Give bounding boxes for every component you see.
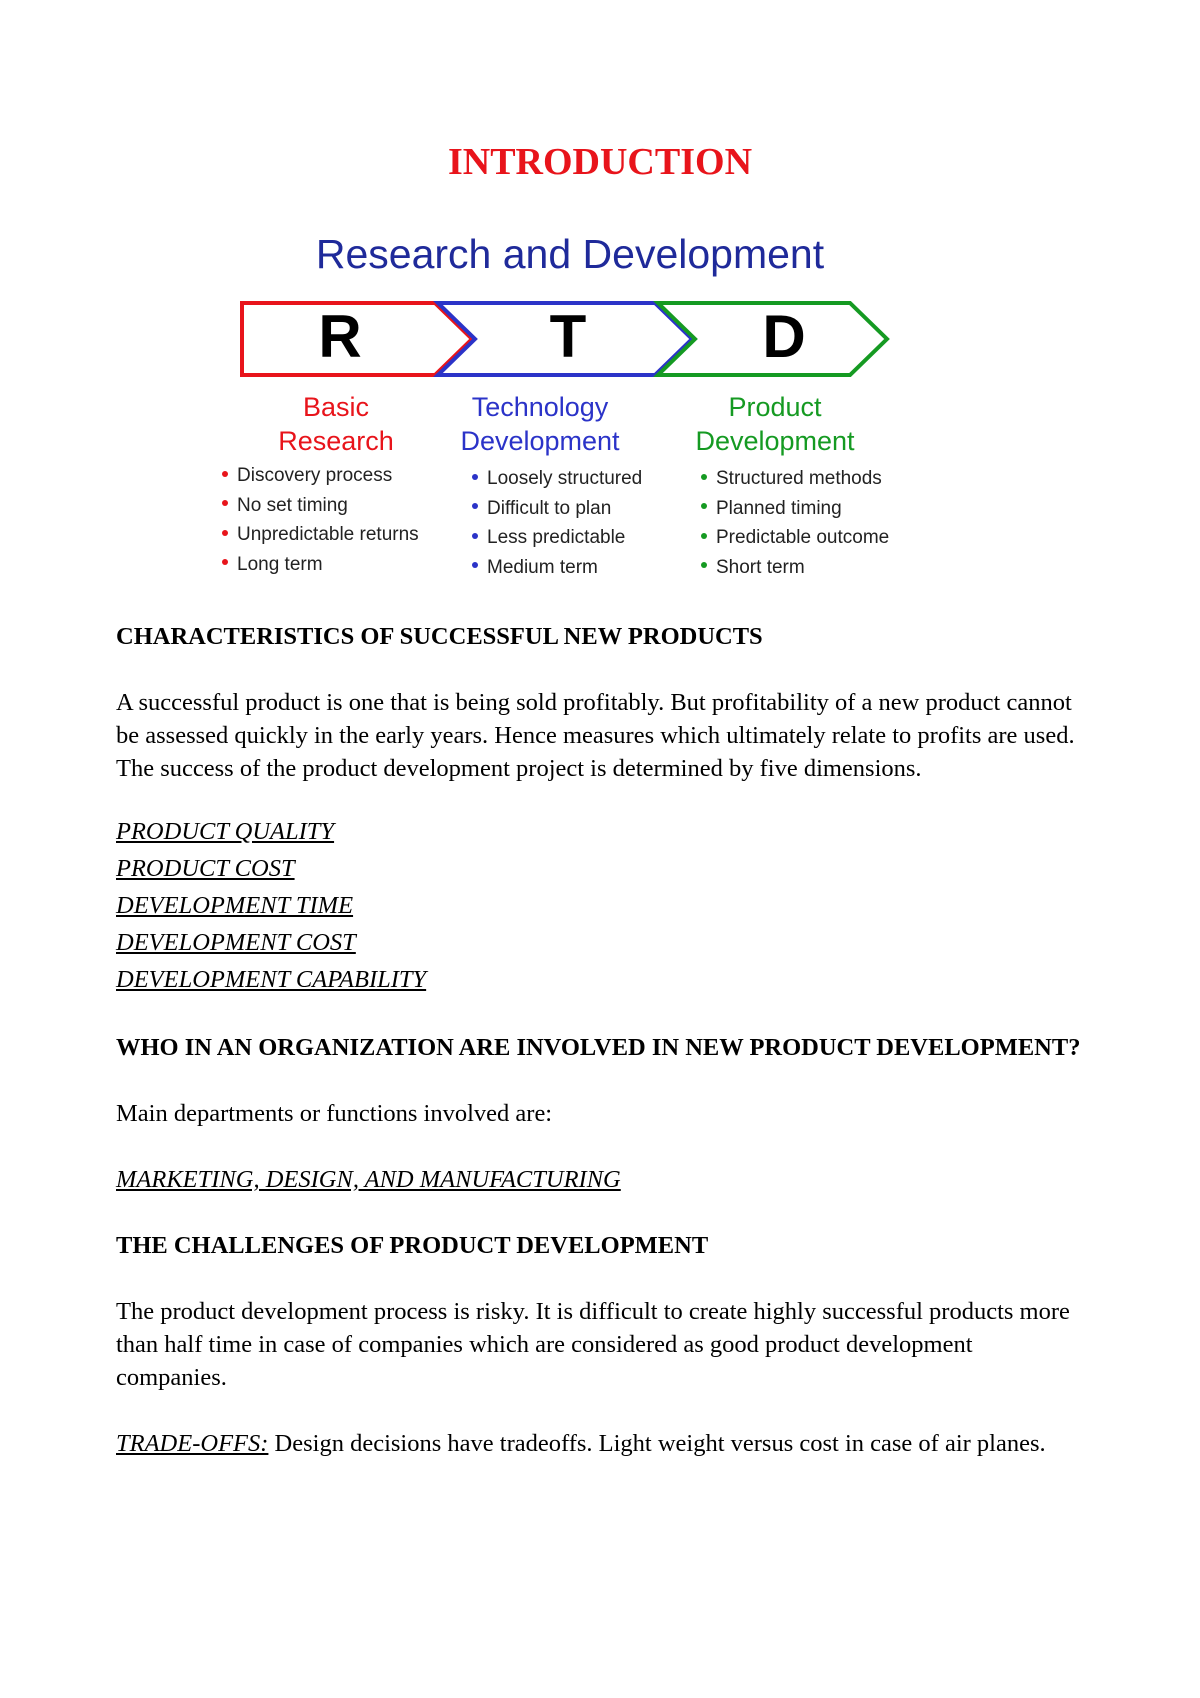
list-item: Discovery process xyxy=(222,465,419,495)
list-item: Loosely structured xyxy=(472,468,642,498)
development-heading: Product Development xyxy=(695,392,855,456)
dimensions-list xyxy=(116,813,1086,998)
list-item: DEVELOPMENT COST xyxy=(116,929,356,956)
development-bullets xyxy=(701,468,889,586)
paragraph: The success of the product development project is determined by five dimensions. xyxy=(116,755,922,782)
list-item: Less predictable xyxy=(472,527,642,557)
list-item: DEVELOPMENT CAPABILITY xyxy=(116,966,427,993)
list-item: Long term xyxy=(222,554,419,584)
tradeoffs-label: TRADE-OFFS: xyxy=(116,1430,269,1457)
paragraph: A successful product is one that is being sold profitably. But profitability of a new product cannot be assessed quickly in the early years. Hence measures which ultimately relate to profits are used. xyxy=(116,689,1075,749)
technology-letter: T xyxy=(549,303,587,370)
list-item: Medium term xyxy=(472,557,642,587)
list-item: DEVELOPMENT TIME xyxy=(116,892,354,919)
list-item: Short term xyxy=(701,557,889,587)
document-body xyxy=(116,620,1086,1460)
list-item: PRODUCT COST xyxy=(116,855,295,882)
research-bullets xyxy=(222,465,419,583)
page-title: INTRODUCTION xyxy=(447,141,753,183)
section-heading-challenges: THE CHALLENGES OF PRODUCT DEVELOPMENT xyxy=(116,1232,709,1259)
section-heading-who: WHO IN AN ORGANIZATION ARE INVOLVED IN NEW PRODUCT DEVELOPMENT? xyxy=(116,1034,1081,1061)
list-item: PRODUCT QUALITY xyxy=(116,818,335,845)
tradeoffs-paragraph xyxy=(116,1427,1086,1460)
list-item: Structured methods xyxy=(701,468,889,498)
list-item: Predictable outcome xyxy=(701,527,889,557)
paragraph: The product development process is risky. It is difficult to create highly successful products more than half time in case of companies which are considered as good product development companies. xyxy=(116,1298,1070,1391)
technology-heading: Technology Development xyxy=(460,392,620,456)
research-letter: R xyxy=(318,303,362,370)
diagram-title: Research and Development xyxy=(315,231,825,277)
rtd-diagram xyxy=(237,225,980,605)
tradeoffs-text: Design decisions have tradeoffs. Light weight versus cost in case of air planes. xyxy=(268,1430,1046,1457)
technology-bullets xyxy=(472,468,642,586)
paragraph: Main departments or functions involved are: xyxy=(116,1100,553,1127)
departments-line: MARKETING, DESIGN, AND MANUFACTURING xyxy=(116,1166,621,1193)
list-item: Difficult to plan xyxy=(472,498,642,528)
development-letter: D xyxy=(762,303,806,370)
list-item: Planned timing xyxy=(701,498,889,528)
research-heading: Basic Research xyxy=(278,392,394,456)
list-item: No set timing xyxy=(222,495,419,525)
list-item: Unpredictable returns xyxy=(222,524,419,554)
section-heading-characteristics: CHARACTERISTICS OF SUCCESSFUL NEW PRODUCTS xyxy=(116,623,763,650)
